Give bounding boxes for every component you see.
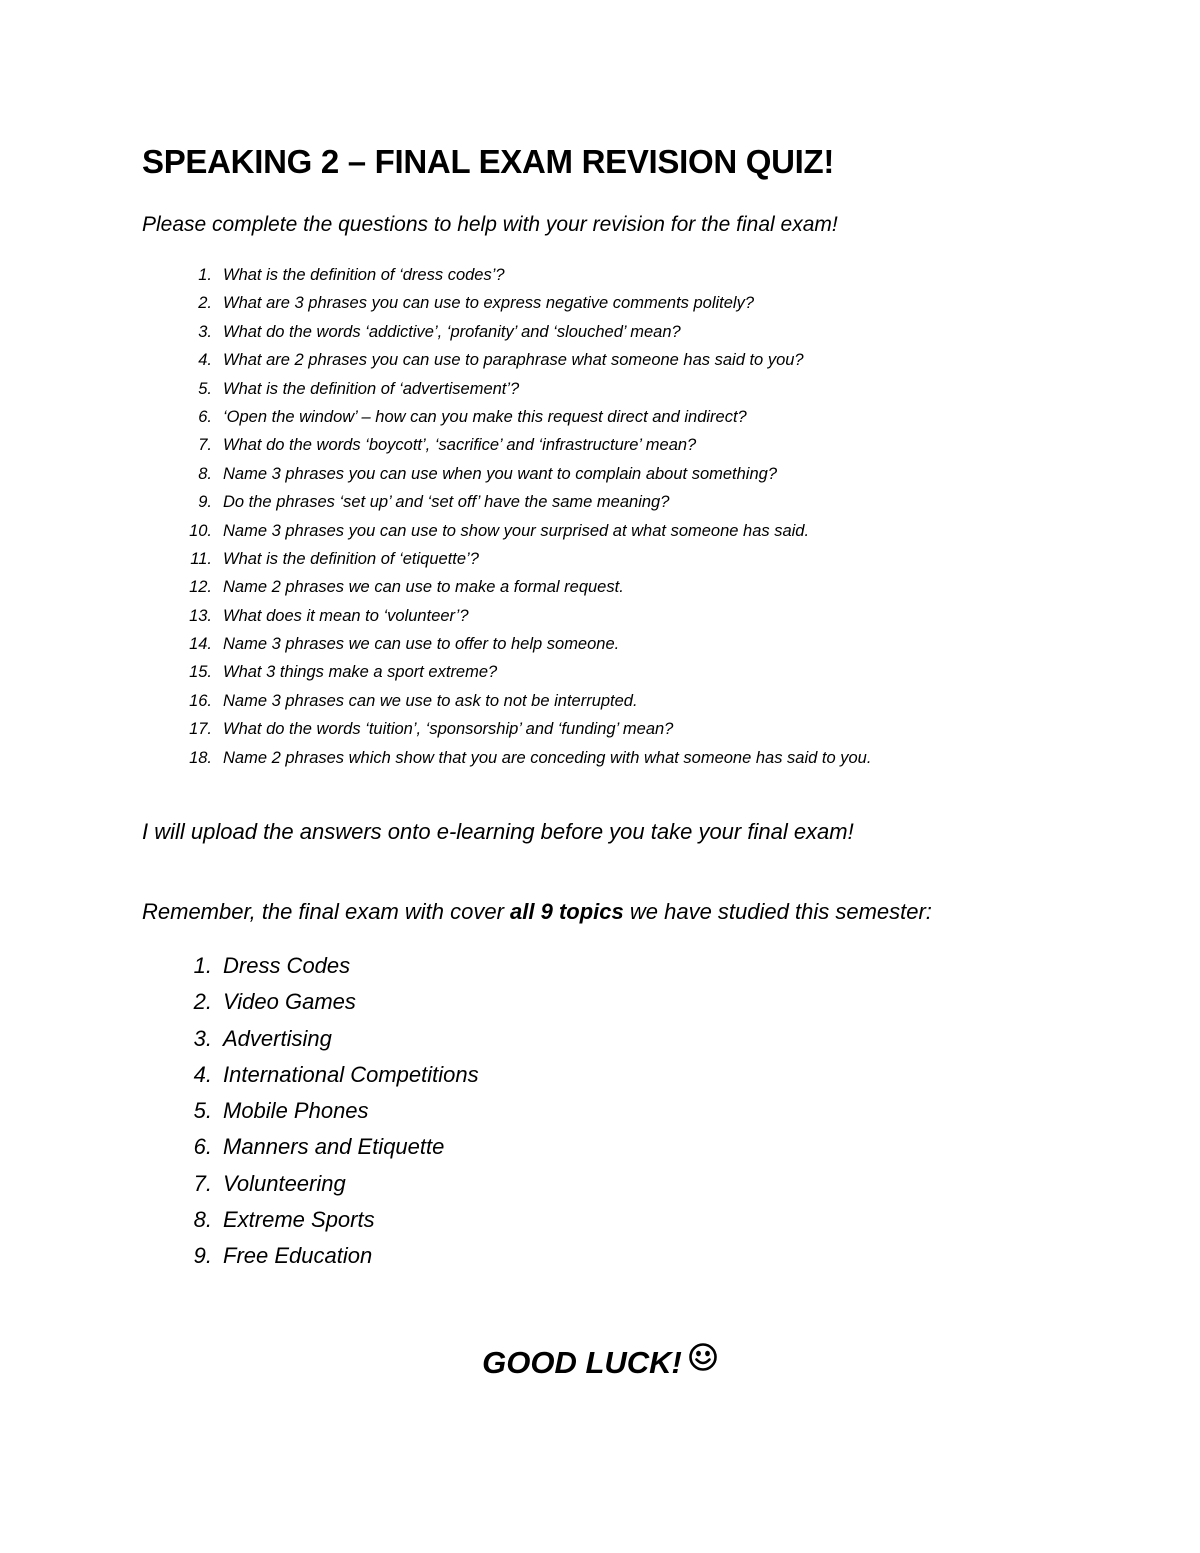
question-number: 1. bbox=[198, 266, 212, 284]
remember-note bbox=[142, 899, 932, 925]
question-item bbox=[142, 573, 871, 601]
remember-emphasis: all 9 topics bbox=[510, 899, 624, 924]
question-item bbox=[142, 346, 871, 374]
question-text: Name 2 phrases we can use to make a formal request. bbox=[223, 578, 624, 597]
remember-text-after: we have studied this semester: bbox=[623, 899, 932, 924]
question-item bbox=[142, 545, 871, 573]
question-number: 10. bbox=[189, 521, 212, 540]
topic-text: Manners and Etiquette bbox=[223, 1134, 445, 1160]
question-text: Name 3 phrases we can use to offer to help someone. bbox=[223, 635, 620, 654]
question-number: 13. bbox=[189, 606, 212, 625]
closing-message bbox=[0, 1345, 1200, 1384]
question-item bbox=[142, 460, 871, 488]
question-item bbox=[142, 715, 871, 743]
question-text: What is the definition of ‘dress codes’? bbox=[223, 266, 505, 284]
topic-item bbox=[142, 1021, 479, 1057]
topic-item bbox=[142, 1093, 479, 1129]
page-title: SPEAKING 2 – FINAL EXAM REVISION QUIZ! bbox=[142, 143, 835, 180]
topic-text: Advertising bbox=[223, 1025, 332, 1051]
question-number: 15. bbox=[189, 663, 212, 682]
topic-text: Mobile Phones bbox=[223, 1098, 369, 1124]
question-item bbox=[142, 658, 871, 686]
question-text: What do the words ‘boycott’, ‘sacrifice’ and ‘infrastructure’ mean? bbox=[223, 436, 697, 455]
question-text: ‘Open the window’ – how can you make this request direct and indirect? bbox=[223, 407, 747, 426]
question-text: What is the definition of ‘advertisement’? bbox=[223, 379, 520, 398]
question-text: What do the words ‘tuition’, ‘sponsorship’ and ‘funding’ mean? bbox=[223, 720, 674, 739]
topic-item bbox=[142, 1129, 479, 1165]
question-list bbox=[142, 261, 871, 772]
question-item bbox=[142, 431, 871, 459]
question-item bbox=[142, 289, 871, 317]
question-number: 17. bbox=[189, 720, 212, 739]
question-text: Name 2 phrases which show that you are conceding with what someone has said to you. bbox=[223, 748, 872, 767]
closing-text: GOOD LUCK! bbox=[482, 1345, 682, 1380]
topic-number: 7. bbox=[193, 1170, 212, 1196]
topic-item bbox=[142, 1202, 479, 1238]
question-item bbox=[142, 517, 871, 545]
topic-number: 4. bbox=[193, 1061, 212, 1087]
topic-text: Free Education bbox=[223, 1243, 373, 1269]
question-text: What are 2 phrases you can use to paraphrase what someone has said to you? bbox=[223, 351, 804, 370]
topic-number: 2. bbox=[193, 989, 212, 1015]
topic-text: Extreme Sports bbox=[223, 1207, 375, 1233]
question-number: 18. bbox=[189, 748, 212, 767]
question-number: 5. bbox=[198, 379, 212, 398]
topic-number: 5. bbox=[193, 1098, 212, 1124]
question-item bbox=[142, 375, 871, 403]
question-number: 7. bbox=[198, 436, 212, 455]
question-number: 16. bbox=[189, 691, 212, 710]
question-number: 14. bbox=[189, 635, 212, 654]
question-text: Name 3 phrases you can use when you want to complain about something? bbox=[223, 464, 777, 483]
intro-text: Please complete the questions to help with your revision for the final exam! bbox=[142, 213, 838, 236]
topic-item bbox=[142, 984, 479, 1020]
question-number: 11. bbox=[190, 549, 212, 568]
question-item bbox=[142, 602, 871, 630]
topic-list bbox=[142, 948, 479, 1275]
topic-number: 8. bbox=[193, 1207, 212, 1233]
question-text: What are 3 phrases you can use to express negative comments politely? bbox=[223, 294, 755, 313]
topic-text: Dress Codes bbox=[223, 953, 351, 978]
question-item bbox=[142, 261, 871, 289]
topic-number: 3. bbox=[193, 1025, 212, 1051]
question-text: Do the phrases ‘set up’ and ‘set off’ have the same meaning? bbox=[223, 493, 670, 512]
question-item bbox=[142, 488, 871, 516]
topic-number: 1. bbox=[193, 953, 212, 978]
question-text: What does it mean to ‘volunteer’? bbox=[223, 606, 469, 625]
smiley-face-icon bbox=[688, 1342, 718, 1380]
question-number: 4. bbox=[198, 351, 212, 370]
question-number: 12. bbox=[189, 578, 212, 597]
question-text: What is the definition of ‘etiquette’? bbox=[223, 549, 479, 568]
remember-text-before: Remember, the final exam with cover bbox=[142, 899, 511, 924]
topic-item bbox=[142, 1238, 479, 1274]
question-number: 6. bbox=[198, 407, 212, 426]
question-text: What 3 things make a sport extreme? bbox=[223, 663, 498, 682]
question-number: 3. bbox=[198, 322, 212, 341]
question-text: What do the words ‘addictive’, ‘profanity’ and ‘slouched’ mean? bbox=[223, 322, 681, 341]
topic-item bbox=[142, 1166, 479, 1202]
question-text: Name 3 phrases can we use to ask to not be interrupted. bbox=[223, 691, 638, 710]
question-number: 2. bbox=[198, 294, 212, 313]
question-item bbox=[142, 318, 871, 346]
question-item bbox=[142, 744, 871, 772]
question-item bbox=[142, 630, 871, 658]
topic-item bbox=[142, 948, 479, 984]
topic-text: Video Games bbox=[223, 989, 356, 1015]
topic-text: International Competitions bbox=[223, 1061, 479, 1087]
topic-number: 9. bbox=[193, 1243, 212, 1269]
topic-text: Volunteering bbox=[223, 1170, 346, 1196]
upload-note: I will upload the answers onto e-learning before you take your final exam! bbox=[142, 819, 854, 844]
question-item bbox=[142, 403, 871, 431]
question-text: Name 3 phrases you can use to show your surprised at what someone has said. bbox=[223, 521, 810, 540]
question-number: 8. bbox=[198, 464, 212, 483]
topic-item bbox=[142, 1057, 479, 1093]
topic-number: 6. bbox=[193, 1134, 212, 1160]
question-number: 9. bbox=[198, 493, 212, 512]
question-item bbox=[142, 687, 871, 715]
